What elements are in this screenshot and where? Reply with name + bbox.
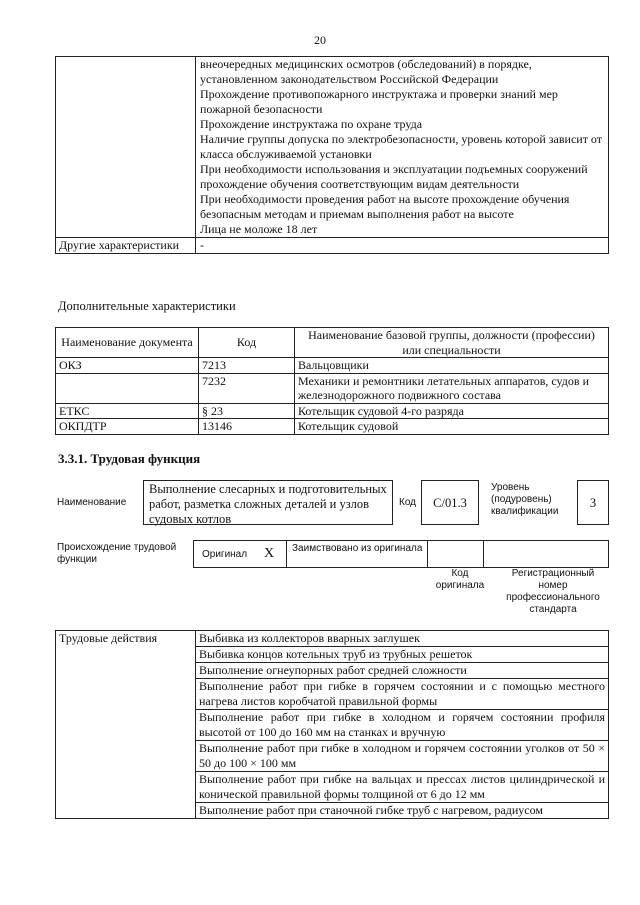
section-title: 3.3.1. Трудовая функция [58, 451, 201, 466]
labor-action-item: Выбивка из коллекторов вварных заглушек [196, 631, 609, 647]
function-code-label: Код [399, 497, 417, 508]
header-document: Наименование документа [56, 328, 199, 358]
borrowed-cell [286, 540, 428, 568]
original-cell [193, 540, 287, 568]
cell-document: ЕТКС [56, 403, 199, 419]
registration-number-label: Регистрационный номер профессионального стандарта [506, 568, 600, 615]
requirements-label-cell [56, 57, 196, 238]
qualification-level-label: Уровень (подуровень) квалификации [491, 482, 559, 517]
borrowed-label: Заимствовано из оригинала [292, 543, 423, 554]
function-code: C/01.3 [421, 480, 479, 525]
labor-actions-label: Трудовые действия [56, 631, 196, 819]
cell-group: Котельщик судовой 4-го разряда [295, 403, 609, 419]
requirement-line: При необходимости использования и эксплуатации подъемных сооружений прохождение обучения соответствующим видам деятельности [200, 162, 588, 191]
cell-document [56, 373, 199, 403]
origin-row [193, 540, 609, 568]
original-mark: X [264, 546, 275, 561]
other-characteristics-label: Другие характеристики [56, 238, 196, 254]
original-code-cell [427, 540, 484, 568]
table-row [56, 358, 609, 374]
labor-action-item: Выполнение работ при гибке в холодном и горячем состоянии уголков от 50 × 50 до 100 × 100 мм [196, 741, 609, 772]
original-code-label: Код оригинала [435, 568, 485, 591]
registration-number-cell [483, 540, 609, 568]
other-characteristics-value: - [196, 238, 609, 254]
cell-code: 7213 [199, 358, 295, 374]
cell-group: Котельщик судовой [295, 419, 609, 435]
cell-code: § 23 [199, 403, 295, 419]
page-number: 20 [314, 33, 326, 47]
header-code: Код [199, 328, 295, 358]
cell-group: Вальцовщики [295, 358, 609, 374]
table-row [56, 373, 609, 403]
cell-code: 13146 [199, 419, 295, 435]
labor-action-item: Выполнение работ при станочной гибке труб с нагревом, радиусом [196, 803, 609, 819]
labor-action-item: Выполнение работ при гибке на вальцах и прессах листов цилиндрической и конической правильной формы толщиной от 6 до 12 мм [196, 772, 609, 803]
cell-group: Механики и ремонтники летательных аппаратов, судов и железнодорожного подвижного состава [295, 373, 609, 403]
cell-document: ОКЗ [56, 358, 199, 374]
table-row [56, 419, 609, 435]
cell-document: ОКПДТР [56, 419, 199, 435]
requirement-line: Лица не моложе 18 лет [200, 222, 318, 236]
cell-code: 7232 [199, 373, 295, 403]
requirements-cell [196, 57, 609, 238]
labor-actions-table [55, 630, 609, 819]
function-name-label: Наименование [57, 497, 127, 508]
function-origin-label: Происхождение трудовой функции [57, 542, 177, 565]
requirements-table [55, 56, 609, 254]
requirement-line: Прохождение противопожарного инструктажа и проверки знаний мер пожарной безопасности [200, 87, 558, 116]
qualification-level: 3 [577, 480, 609, 525]
labor-action-item: Выбивка концов котельных труб из трубных решеток [196, 647, 609, 663]
table-row [56, 403, 609, 419]
labor-action-item: Выполнение работ при гибке в горячем состоянии и с помощью местного нагрева листов коробчатой правильной формы [196, 679, 609, 710]
labor-action-item: Выполнение огнеупорных работ средней сложности [196, 663, 609, 679]
requirement-line: внеочередных медицинских осмотров (обследований) в порядке, установленном законодательством Российской Федерации [200, 57, 532, 86]
requirement-line: Наличие группы допуска по электробезопасности, уровень которой зависит от класса обслуживаемой установки [200, 132, 603, 161]
original-label: Оригинал [202, 549, 248, 560]
labor-action-item: Выполнение работ при гибке в холодном и горячем состоянии профиля высотой от 100 до 160 мм на станках и вручную [196, 710, 609, 741]
additional-characteristics-table [55, 327, 609, 435]
function-name: Выполнение слесарных и подготовительных работ, разметка сложных деталей и узлов судовых котлов [143, 480, 393, 525]
requirement-line: Прохождение инструктажа по охране труда [200, 117, 423, 131]
requirement-line: При необходимости проведения работ на высоте прохождение обучения безопасным методам и приемам выполнения работ на высоте [200, 192, 570, 221]
header-group: Наименование базовой группы, должности (профессии) или специальности [295, 328, 609, 358]
additional-characteristics-title: Дополнительные характеристики [58, 299, 236, 313]
